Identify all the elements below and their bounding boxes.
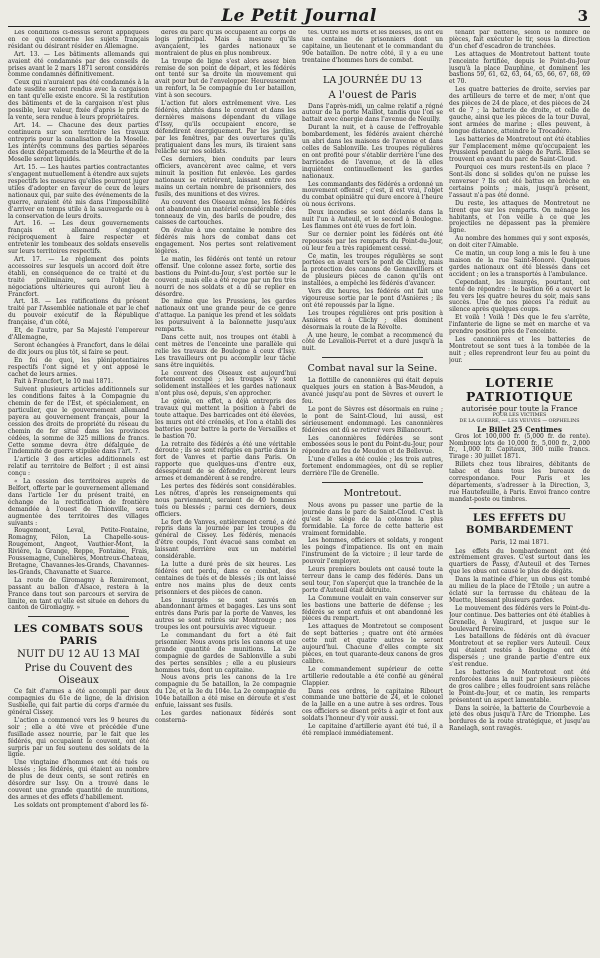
- article-paragraph: Fait à Francfort, le 10 mai 1871.: [14, 378, 114, 386]
- article-paragraph: La lutte a duré près de six heures. Les fédérés ont perdu, dans ce combat, des centaines de tués et de blessés ; ils ont laissé entre nos mains plus de deux cents prisonniers et des pièces de canon.: [155, 560, 296, 596]
- article-paragraph: Le capitaine d'artillerie ayant été tué, il a été remplacé immédiatement.: [302, 723, 443, 737]
- article-paragraph: Les canonnières fédérées se sont embossées sous le pont du Point-du-Jour, pour répondre au feu de Meudon et de Bellevue.: [302, 434, 443, 456]
- article-paragraph: Art. 14. — Chacune des deux parties continuera sur son territoire les travaux entrepris pour la canalisation de la Moselle. Les intérêts communs des parties séparées des deux départements de la Meurthe et de la Moselle seront liquidés.: [8, 121, 149, 164]
- article-paragraph: Les batteries de Montretout ont été établies sur l'emplacement même qu'occupaient les Prussiens pendant le siège de Paris. Elles se trouvent en avant du parc de Saint-Cloud.: [449, 135, 590, 164]
- article-paragraph: Art. 15. — Les hautes parties contractantes s'engagent mutuellement à étendre aux sujets respectifs les mesures qu'elles pourront juger utiles d'adopter en faveur de ceux de leurs nationaux qui, par suite des événements de la guerre, auraient été mis dans l'impossibilité d'arriver en temps utile à la sauvegarde ou à la conservation de leurs droits.: [8, 164, 149, 220]
- article-paragraph: Dans la matinée d'hier, un obus est tombé au milieu de la place de l'Étoile ; un autre a éclaté sur la terrasse du château de la Muette, blessant plusieurs gardes.: [449, 576, 590, 604]
- article-paragraph: Nous avons pris les canons de la 1re compagnie du 5e bataillon, la 2e compagnie du 12e, et la 3e du 104e. La 2e compagnie du 104e bataillon a été mise en déroute et s'est enfuie, laissant ses fusils.: [155, 674, 296, 710]
- article-paragraph: Du reste, les attaques de Montretout ne tirent que sur les remparts. On ménage les habitants, et l'on veille à ce que les projectiles ne dépassent pas la première ligne.: [449, 199, 590, 235]
- section-subheadline: NUIT DU 12 AU 13 MAI: [17, 649, 140, 661]
- article-paragraph: tés. Outre les morts et les blessés, ils ont eu une centaine de prisonniers dont un capitaine, un lieutenant et le commandant du 90e bataillon. De notre côté, il y a eu une trentaine d'hommes hors de combat.: [302, 30, 443, 64]
- section-subheadline: Prise du Couvent des Oiseaux: [24, 663, 133, 687]
- article-paragraph: Art. 16. — Les deux gouvernements français et allemand s'engagent réciproquement à faire respecter et entretenir les tombeaux des soldats ensevelis sur leurs territoires respectifs.: [8, 220, 149, 256]
- article-paragraph: Les attaques de Montretout se composent de sept batteries ; quatre ont été armées cette nuit et quatre autres le seront aujourd'hui. Chacune d'elles compte six pièces, en tout quarante-deux canons de gros calibre.: [302, 623, 443, 665]
- article-paragraph: Ceux qui n'auraient pas été condamnés à la date susdite seront rendus avec la cargaison en tant qu'elle existe encore. Si la restitution des bâtiments et de la cargaison n'est plus possible, leur valeur, fixée d'après le prix de la vente, sera rendue à leurs propriétaires.: [8, 79, 149, 121]
- article-paragraph: On évalue à une centaine le nombre des fédérés mis hors de combat dans cet engagement. Nos pertes sont relativement légères.: [155, 227, 296, 256]
- article-paragraph: Durant la nuit, et à cause de l'effroyable bombardement, les fédérés avaient cherché un abri dans les maisons de l'avenue et dans celles de Sablonville. Les troupes régulières en ont profité pour s'établir derrière l'une des barricades de l'avenue, et de là elles inquiètent continuellement les gardes nationaux.: [302, 124, 443, 180]
- article-paragraph: Leurs premiers boulets ont causé toute la terreur dans le camp des fédérés. Dans un seul tour, l'on s'aperçut que la tranchée de la porte d'Auteuil était détruite.: [302, 566, 443, 594]
- article-paragraph: Les conditions ci-dessus seront appliquées en ce qui concerne les sujets français résidant ou désirant résider en Allemagne.: [8, 30, 149, 50]
- article-paragraph: Dans la soirée, la batterie de Courbevoie a jeté des obus jusqu'à l'Arc de Triomphe. Les bordures de la route stratégique, et jusqu'au Ranelagh, sont ravagés.: [449, 704, 590, 733]
- lottery-ad-subtitle: autorisée pour toute la France: [461, 403, 578, 413]
- article-paragraph: Art. 17. — Le règlement des points accessoires sur lesquels un accord doit être établi, en conséquence de ce traité et du traité préliminaire, sera l'objet de négociations ultérieures qui auront lieu à Francfort.: [8, 256, 149, 298]
- article-paragraph: Billets chez tous libraires, débitants de tabac et dans tous les bureaux de correspondance. Pour Paris et les départements, s'adresser à la Direction, 3, rue Hautefeuille, à Paris. Envoi franco contre mandat-poste ou timbres.: [449, 461, 590, 503]
- section-heading: Combat naval sur la Seine.: [307, 363, 438, 375]
- column-2: [155, 30, 296, 958]
- masthead: [8, 4, 590, 27]
- article-paragraph: Les attaques de Montretout battent toute l'enceinte fortifiée, depuis le Point-du-Jour jusqu'à la place Dauphine, et dominent les bastions 59, 61, 62, 63, 64, 65, 66, 67, 68, 69 et 70.: [449, 50, 590, 86]
- article-paragraph: De même que les Prussiens, les gardes nationaux ont une grande peur de ce genre d'attaque. La panique les prend et les soldats les poursuivent à la baïonnette jusqu'aux remparts.: [155, 298, 296, 334]
- article-paragraph: Les hommes, officiers et soldats, y rongent les poings d'impatience. Ils ont en main l'instrument de la victoire ; il leur tarde de pouvoir l'employer.: [302, 537, 443, 566]
- dateline: Paris, 12 mai 1871.: [490, 538, 549, 546]
- article-paragraph: Le commandant du fort a été fait prisonnier. Nous avons pris les canons et une grande quantité de munitions. La 2e compagnie de gardes de Sablonville a subi des pertes sensibles ; elle a eu plusieurs hommes tués, dont un capitaine.: [155, 632, 296, 674]
- article-paragraph: Les effets du bombardement ont été extrêmement graves. C'est surtout dans les quartiers de Passy, d'Auteuil et des Ternes que les obus ont causé le plus de dégâts.: [449, 547, 590, 576]
- article-paragraph: L'une d'elles a été coulée ; les trois autres, fortement endommagées, ont dû se replier derrière l'île de Grenelle.: [302, 456, 443, 478]
- article-paragraph: Seront échangées à Francfort, dans le délai de dix jours ou plus tôt, si faire se peut.: [8, 341, 149, 356]
- article-paragraph: Pourquoi ces murs restent-ils en place ? Sont-ils donc si solides qu'on ne puisse les renverser ? Ils ont été battus en brèche en certains points ; mais, jusqu'à présent, l'assaut n'a pas été donné.: [449, 164, 590, 199]
- article-paragraph: Dans l'après-midi, un calme relatif a régné autour de la porte Maillot, tandis que l'on se battait avec énergie dans l'avenue de Neuilly.: [302, 102, 443, 124]
- article-paragraph: Les soldats ont promptement d'abord les fé-: [14, 801, 149, 809]
- section-heading: LA JOURNÉE DU 13: [323, 74, 422, 86]
- article-paragraph: Nous avons pu passer une partie de la journée dans le parc de Saint-Cloud. C'est là qu'est le siège de la colonne la plus formidable. La force de cette batterie est vraiment formidable.: [302, 501, 443, 537]
- article-paragraph: L'action a commencé vers les 9 heures du soir ; elle a été vive et précédée d'une fusillade assez nourrie, par le fait que les fédérés, qui occupaient le couvent, ont été surpris par un feu soutenu des soldats de la ligne.: [8, 716, 149, 759]
- article-paragraph: Au couvent des Oiseaux même, les fédérés ont abandonné un matériel considérable : des tonneaux de vin, des barils de poudre, des caisses de cartouches.: [155, 198, 296, 227]
- article-paragraph: Art. 13. — Les bâtiments allemands qui avaient été condamnés par des conseils de prises avant le 2 mars 1871 seront considérés comme condamnés définitivement.: [8, 50, 149, 79]
- article-paragraph: La route de Giromagny à Remiremont, passant au ballon d'Alsace, restera à la France dans tout son parcours et servira de limite, en tant qu'elle est située en dehors du canton de Giromagny. »: [8, 576, 149, 612]
- article-paragraph: La flottille de canonnières qui était depuis quelques jours en station à Bas-Meudon, a avancé jusqu'au pont de Sèvres et ouvert le feu.: [302, 377, 443, 405]
- article-paragraph: Dans ces ordres, le capitaine Ribourt commande une batterie de 24, et le colonel de la Jaille en a une autre à ses ordres. Tous ces officiers se disent prêts à agir et font aux soldats l'honneur d'y voir aussi.: [302, 687, 443, 723]
- article-paragraph: Une vingtaine d'hommes ont été tués ou blessés ; les fédérés, qui étaient au nombre de plus de deux cents, se sont retirés en désordre sur Issy. On a trouvé dans le couvent une grande quantité de munitions, des armes et des effets d'habillement.: [8, 759, 149, 801]
- article-paragraph: Les pertes des fédérés sont considérables. Les nôtres, d'après les renseignements qui nous parviennent, seraient de 40 hommes tués ou blessés ; parmi ces derniers, deux officiers.: [155, 483, 296, 518]
- article-paragraph: Les canonnières et les batteries de Montretout se sont tues à la tombée de la nuit ; elles reprendront leur feu au point du jour.: [449, 335, 590, 364]
- section-subheadline: A l'ouest de Paris: [328, 89, 417, 101]
- article-paragraph: Sur ce dernier point les fédérés ont été repoussés par les remparts du Point-du-Jour, où leur feu a très rapidement cessé.: [302, 230, 443, 252]
- article-paragraph: A une heure, le combat a recommencé du côté de Levallois-Perret et a duré jusqu'à la nuit.: [302, 331, 443, 353]
- article-paragraph: dérés du parc qu'ils occupaient au corps de logis principal. Mais à mesure qu'ils avançaient, les gardes nationaux se montraient de plus en plus nombreux.: [155, 30, 296, 57]
- article-paragraph: Cependant, les insurgés, pourtant, ont tenté de répondre : le bastion 66 a ouvert le feu vers les quatre heures du soir, mais sans succès. Une de nos pièces l'a réduit au silence après quelques coups.: [449, 278, 590, 314]
- column-1: [8, 30, 149, 958]
- section-headline: LES COMBATS SOUS PARIS: [13, 623, 144, 648]
- article-paragraph: Suivent plusieurs articles additionnels sur les conditions faites à la Compagnie du chemin de fer de l'Est, et spécialement, en particulier, que le gouvernement allemand payera au gouvernement français, pour la cession des droits de propriété du réseau du chemin de fer situé dans les provinces cédées, la somme de 325 millions de francs. Cette somme devra être défalquée de l'indemnité de guerre stipulée dans l'art. 7.: [8, 386, 149, 456]
- newspaper-title: Le Petit Journal: [221, 6, 377, 26]
- article-paragraph: L'action fut alors extrêmement vive. Les fédérés, abrités dans le couvent et dans les dernières maisons dépendant du village d'Issy, qu'ils occupaient encore, se défendirent énergiquement. Par les jardins, par les fenêtres, par des ouvertures qu'ils pratiquaient dans les murs, ils tiraient sans relâche sur nos soldats.: [155, 100, 296, 156]
- column-3: [302, 30, 443, 958]
- article-paragraph: Ce fait d'armes a été accompli par deux compagnies du 61e de ligne, de la division Susbielle, qui fait partie du corps d'armée du général Cissey.: [8, 688, 149, 717]
- article-paragraph: La retraite des fédérés a été une véritable déroute ; ils se sont réfugiés en partie dans le fort de Vanves et partie dans Paris. On rapporte que quelques-uns d'entre eux, désespérant de se défendre, jetèrent leurs armes et demandèrent à se rendre.: [155, 440, 296, 483]
- article-paragraph: Les quatre batteries de droite, servies par des artilleurs de terre et de mer, n'ont que des pièces de 24 de place, et des pièces de 24 et de 7 ; la batterie de droite, et celle de gauche, ainsi que les pièces de la tour Duval, sont armées de marine ; elles peuvent, à longue distance, atteindre le Trocadéro.: [449, 86, 590, 135]
- article-paragraph: Les commandants des fédérés a ordonné un mouvement offensif ; c'est, il est vrai, l'objet du combat opiniâtre qui dure encore à l'heure où nous écrivons.: [302, 180, 443, 209]
- lottery-ad-line: POUR LES VICTIMES: [492, 412, 547, 418]
- article-paragraph: Au nombre des hommes qui y sont exposés, on doit citer l'Aimable.: [449, 235, 590, 250]
- lottery-ad-title: LOTERIE PATRIOTIQUE: [466, 374, 573, 404]
- article-paragraph: Les insurgés se sont sauvés en abandonnant armes et bagages. Les uns sont entrés dans Paris par la porte de Vanves, les autres se sont retirés sur Montrouge ; nos troupes les ont poursuivis avec vigueur.: [155, 596, 296, 632]
- article-paragraph: Le matin, les fédérés ont tenté un retour offensif. Une colonne assez forte, sortie des bastions du Point-du-Jour, s'est portée sur le couvent ; mais elle a été reçue par un feu très nourri de nos soldats et a dû se replier en désordre.: [155, 256, 296, 298]
- section-divider: [322, 482, 423, 483]
- article-paragraph: Vers dix heures, les fédérés ont fait une vigoureuse sortie par le pont d'Asnières ; ils ont été repoussés par la ligne.: [302, 288, 443, 309]
- article-paragraph: Ce matin, les troupes régulières se sont portées en avant vers le pont de Clichy, mais la protection des canons de Gennevilliers et de plusieurs pièces de canon qu'ils ont installées, a empêché les fédérés d'avancer.: [302, 252, 443, 288]
- article-paragraph: Art. 18. — Les ratifications du présent traité par l'Assemblée nationale et par le chef du pouvoir exécutif de la République française, d'un côté,: [8, 298, 149, 327]
- article-paragraph: Le mouvement des fédérés vers le Point-du-Jour continue. Des batteries ont été établies à Grenelle, à Vaugirard, et jusque sur le boulevard Pereire.: [449, 604, 590, 633]
- article-paragraph: Rougemont, Leval, Petite-Fontaine, Romagny, Félon, La Chapelle-sous-Rougemont, Angeot, Vauthier-Mont, la Rivière, la Grange, Reppe, Fontaine, Frais, Foussemagne, Cunelières, Montreux-Chateau, Bretagne, Chavannes-les-Grands, Chavannes-les-Grands, Chavanatte et Suarce.: [8, 527, 149, 576]
- article-paragraph: Gros lot 100,000 fr. (5,000 fr. de rente). Nombreux lots de 10,000 fr., 5,000 fr., 2,000 fr., 1,000 fr. Capitaux, 300 mille francs. Tirage : 30 juillet 1871.: [449, 432, 590, 461]
- article-paragraph: Le commandement supérieur de cette artillerie redoutable a été confié au général Clappier.: [302, 665, 443, 687]
- article-paragraph: Le génie, en effet, a déjà entrepris des travaux qui mettent la position à l'abri de toute attaque. Des barricades ont été élevées, les murs ont été crénelés, et l'on a établi des batteries pour battre la porte de Versailles et le bastion 70.: [155, 398, 296, 440]
- column-4: [449, 30, 590, 958]
- article-paragraph: Les troupes régulières ont pris position à Asnières et à Clichy ; elles dominent désormais la route de la Révolte.: [302, 309, 443, 331]
- article-paragraph: « La cession des territoires auprès de Belfort, offerte par le gouvernement allemand dans l'article 1er du présent traité, en échange de la rectification de frontière demandée à l'ouest de Thionville, sera augmentée des territoires des villages suivants :: [8, 478, 149, 527]
- section-divider: [469, 508, 570, 509]
- section-divider: [322, 357, 423, 358]
- article-paragraph: Le couvent des Oiseaux est aujourd'hui fortement occupé ; les troupes s'y sont solidement installées et les gardes nationaux n'ont plus osé, depuis, s'en approcher.: [155, 369, 296, 398]
- section-headline: LES EFFETS DU BOMBARDEMENT: [466, 512, 573, 536]
- article-paragraph: En foi de quoi, les plénipotentiaires respectifs l'ont signé et y ont apposé le cachet de leurs armes.: [8, 356, 149, 378]
- lottery-ad-line: DE LA GUERRE, — LES VEUVES — ORPHELINS: [459, 418, 580, 424]
- article-paragraph: tenant par batterie, selon le nombre de pièces, fait exécuter le tir, sous la direction d'un chef d'escadron de tranchées.: [449, 30, 590, 50]
- article-paragraph: Le fort de Vanves, entièrement cerné, a été repris dans la journée par les troupes du général de Cissey. Les fédérés, menacés d'être coupés, l'ont évacué sans combat en laissant derrière eux un matériel considérable.: [155, 518, 296, 561]
- lottery-ticket-price: Le Billet 25 Centimes: [477, 424, 562, 434]
- article-paragraph: L'article 3 des articles additionnels est relatif au territoire de Belfort ; il est ainsi conçu :: [8, 456, 149, 478]
- article-paragraph: Les gardes nationaux fédérés sont consterna-: [155, 710, 296, 724]
- article-paragraph: Ce matin, un coup long a mis le feu à une maison de la rue Saint-Honoré. Quelques gardes nationaux ont été blessés dans cet accident ; on les a transportés à l'ambulance.: [449, 250, 590, 278]
- page-number: 3: [577, 7, 588, 25]
- article-paragraph: Et voilà ! Voilà ! Dès que le feu s'arrête, l'infanterie de ligne se met en marche et va prendre position près de l'enceinte.: [449, 314, 590, 336]
- article-paragraph: Deux incendies se sont déclarés dans la nuit l'un à Auteuil, et le second à Boulogne. Les flammes ont été vues de fort loin.: [302, 209, 443, 230]
- article-paragraph: Les batteries de Montretout ont été renforcées dans la nuit par plusieurs pièces de gros calibre ; elles foudroient sans relâche le Point-du-Jour, et ce matin, les remparts présentent un aspect lamentable.: [449, 668, 590, 704]
- article-paragraph: Le pont de Sèvres est désormais en ruine ; le pont de Saint-Cloud, lui aussi, est sérieusement endommagé. Les canonnières fédérées ont dû se retirer vers Billancourt.: [302, 405, 443, 434]
- columns: [8, 27, 590, 958]
- article-paragraph: Et, de l'autre, par Sa Majesté l'empereur d'Allemagne,: [8, 327, 149, 341]
- section-heading: Montretout.: [343, 487, 402, 499]
- article-paragraph: Les bataillons de fédérés ont dû évacuer Montretout et se replier vers Auteuil. Ceux qui étaient restés à Boulogne ont été dispersés ; une grande partie d'entre eux s'est rendue.: [449, 633, 590, 669]
- article-paragraph: Dans cette nuit, nos troupes ont établi à cent mètres de l'enceinte une parallèle qui relie les travaux de Boulogne à ceux d'Issy. Les travailleurs ont pu accomplir leur tâche sans être inquiétés.: [155, 333, 296, 369]
- article-paragraph: La Commune voulait en vain conserver sur les bastions une batterie de défense ; les fédérés se sont enfuis et ont abandonné les pièces du rempart.: [302, 594, 443, 623]
- article-paragraph: Ces derniers, bien conduits par leurs officiers, avancèrent avec calme, et vers minuit la position fut enlevée. Les gardes nationaux se retirèrent, laissant entre nos mains un certain nombre de prisonniers, des fusils, des munitions et des vivres.: [155, 156, 296, 198]
- section-divider: [28, 616, 129, 617]
- section-divider: [322, 69, 423, 70]
- article-paragraph: La troupe de ligne s'est alors assez bien remise de son point de départ, et les fédérés ont tenté sur sa droite un mouvement qui avait pour but de l'envelopper. Heureusement un renfort, la 5e compagnie du 1er bataillon, vint à son secours.: [155, 57, 296, 100]
- section-divider: [469, 369, 570, 370]
